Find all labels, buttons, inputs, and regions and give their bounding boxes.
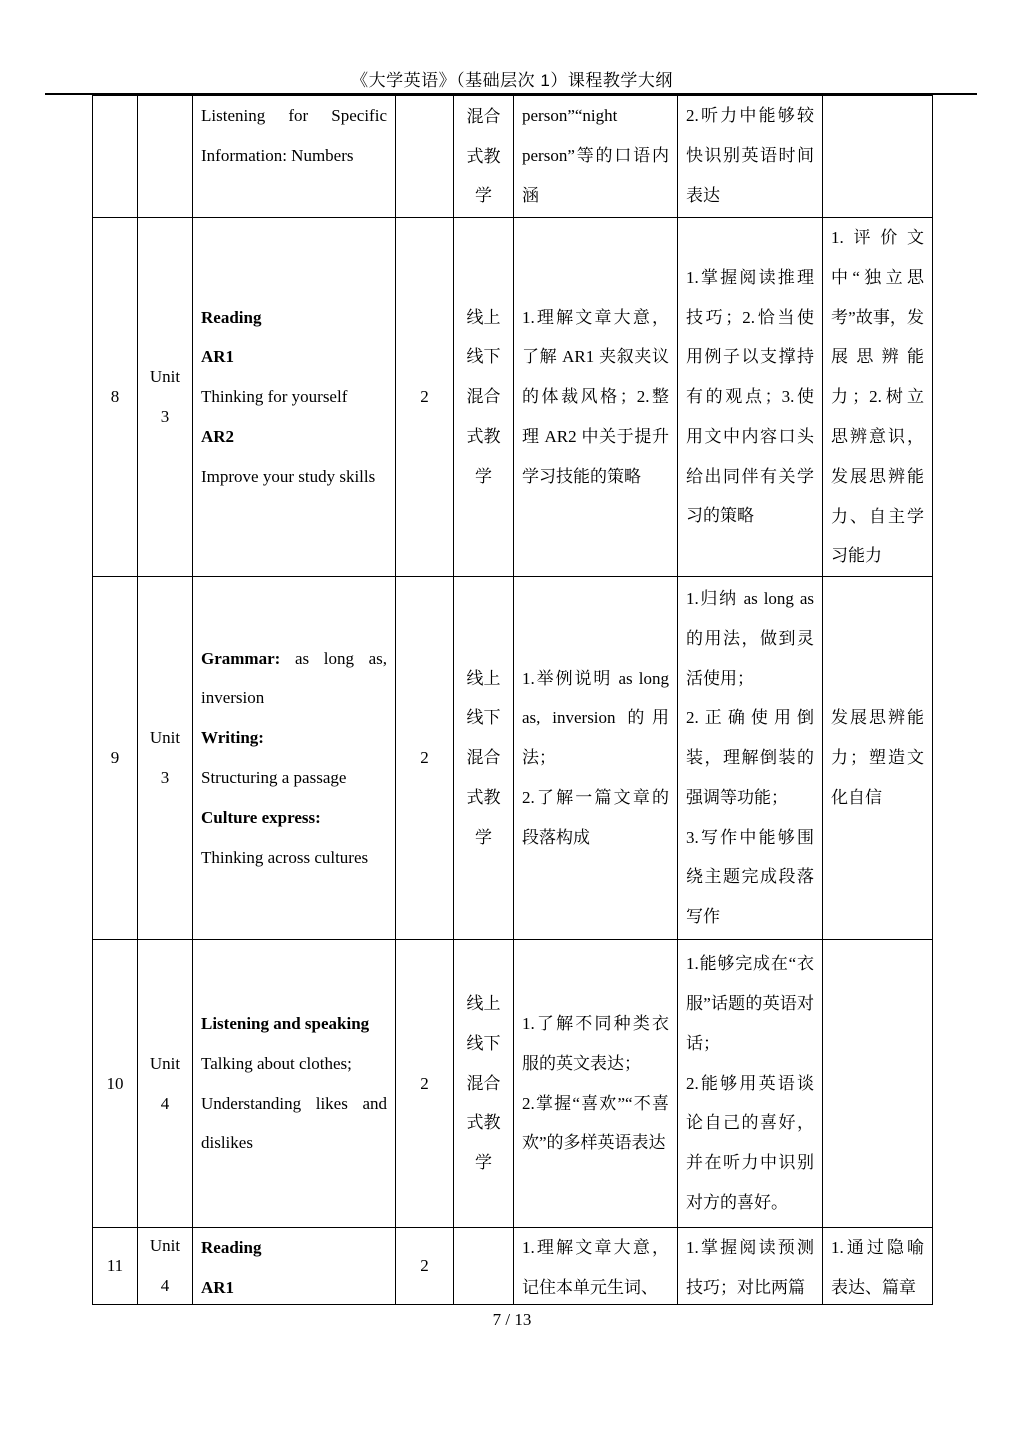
page-title: 《大学英语》（基础层次 1）课程教学大纲 — [351, 71, 673, 90]
hours-cell — [396, 218, 454, 577]
hours-cell — [396, 1228, 454, 1305]
objective-cell-2 — [678, 577, 823, 940]
text-line — [201, 96, 387, 176]
week-cell — [93, 940, 138, 1228]
method-cell — [454, 96, 514, 218]
text-line — [201, 337, 387, 377]
objective-cell-3 — [823, 1228, 933, 1305]
objective-cell-3 — [823, 218, 933, 577]
objective-cell-1 — [514, 940, 678, 1228]
text-line: 2 — [420, 1256, 429, 1276]
text-line: 1.掌握阅读推理技巧；2.恰当使用例子以支撑持有的观点；3.使用文中内容口头给出同伴有关学习的策略 — [686, 267, 814, 526]
text-line: 2.能够用英语谈论自己的喜好，并在听力中识别对方的喜好。 — [686, 1073, 814, 1212]
text-line: 线上线下混合式教学 — [466, 307, 501, 486]
objective-cell-3 — [823, 940, 933, 1228]
objective-cell-1 — [514, 1228, 678, 1305]
text-line: 8 — [110, 387, 120, 407]
text-line — [201, 798, 387, 838]
unit-cell — [138, 218, 193, 577]
unit-cell — [138, 577, 193, 940]
table-row — [93, 940, 933, 1228]
text-run: Improve your study skills — [201, 466, 376, 486]
week-cell — [93, 1228, 138, 1305]
text-line: 1.评价文中“独立思考”故事，发展思辨能力；2.树立思辨意识，发展思辨能力、自主学习能力 — [831, 227, 924, 566]
text-run: Talking about clothes; — [201, 1053, 352, 1073]
text-line: 2.正确使用倒装，理解倒装的强调等功能； — [686, 708, 814, 807]
text-line: 2 — [420, 387, 429, 407]
text-line: 2.了解一篇文章的段落构成 — [522, 787, 669, 847]
text-line — [201, 758, 387, 798]
text-line — [201, 1044, 387, 1084]
text-line: Unit 3 — [149, 367, 181, 426]
text-line: 1.了解不同种类衣服的英文表达； — [522, 1013, 669, 1073]
objective-cell-1 — [514, 577, 678, 940]
objective-cell-1 — [514, 218, 678, 577]
text-line: Unit 3 — [149, 728, 181, 787]
text-line: 发展思辨能力；塑造文化自信 — [831, 708, 924, 807]
text-line: 1.归纳 as long as 的用法，做到灵活使用； — [686, 588, 814, 688]
unit-cell — [138, 96, 193, 218]
text-line: 2 — [420, 748, 429, 768]
text-run: Listening for Specific Information: Numbers — [201, 106, 387, 165]
week-cell — [93, 577, 138, 940]
objective-cell-2 — [678, 940, 823, 1228]
text-line: 线上线下混合式教学 — [466, 668, 501, 847]
text-line — [201, 377, 387, 417]
text-line: 9 — [110, 748, 120, 768]
text-run: Thinking across cultures — [201, 847, 369, 867]
text-line: 2 — [420, 1073, 429, 1093]
method-cell — [454, 1228, 514, 1305]
week-cell — [93, 96, 138, 218]
objective-cell-3 — [823, 96, 933, 218]
text-line — [201, 1268, 387, 1304]
text-line: 1.理解文章大意，了解 AR1 夹叙夹议的体裁风格；2.整理 AR2 中关于提升学习技能的策略 — [522, 307, 669, 486]
bold-text-run: Writing: — [201, 728, 264, 748]
text-line: 2.掌握“喜欢”“不喜欢”的多样英语表达 — [522, 1093, 669, 1153]
text-line — [201, 718, 387, 758]
text-line — [201, 417, 387, 457]
text-line: 线上线下混合式教学 — [466, 994, 501, 1173]
table-row — [93, 218, 933, 577]
bold-text-run: Reading — [201, 1238, 262, 1257]
objective-cell-1 — [514, 96, 678, 218]
content-cell — [193, 940, 396, 1228]
method-cell — [454, 940, 514, 1228]
text-line — [201, 838, 387, 878]
method-cell — [454, 218, 514, 577]
text-line: 1.理解文章大意，记住本单元生词、 — [522, 1238, 669, 1297]
content-cell — [193, 218, 396, 577]
text-line: 1.掌握阅读预测技巧；对比两篇 — [686, 1238, 814, 1297]
syllabus-table — [92, 95, 933, 1305]
text-line: 1.举例说明 as long as, inversion 的用法； — [522, 668, 669, 768]
content-cell — [193, 96, 396, 218]
syllabus-table-body — [93, 96, 933, 1305]
text-line — [201, 1228, 387, 1268]
text-line: 11 — [106, 1256, 124, 1276]
text-line: 10 — [106, 1073, 124, 1093]
text-line — [201, 1084, 387, 1164]
page-number: 7 / 13 — [492, 1310, 532, 1329]
week-cell — [93, 218, 138, 577]
content-cell — [193, 1228, 396, 1305]
text-run: as long as, inversion — [201, 648, 387, 708]
text-line: 1.通过隐喻表达、篇章 — [831, 1238, 924, 1297]
text-run: Understanding likes and dislikes — [201, 1093, 387, 1153]
bold-text-run: AR1 — [201, 347, 235, 367]
text-line: 3.写作中能够围绕主题完成段落写作 — [686, 827, 814, 927]
objective-cell-2 — [678, 218, 823, 577]
objective-cell-2 — [678, 96, 823, 218]
text-line — [201, 457, 387, 497]
bold-text-run: Culture express: — [201, 807, 321, 827]
text-line: 2.听力中能够较快识别英语时间表达 — [686, 106, 814, 205]
text-line: Unit 4 — [149, 1053, 181, 1113]
text-line — [201, 1004, 387, 1044]
bold-text-run: AR2 — [201, 426, 235, 446]
hours-cell — [396, 96, 454, 218]
unit-cell — [138, 1228, 193, 1305]
text-run: Structuring a passage — [201, 768, 347, 787]
content-cell — [193, 577, 396, 940]
text-line — [201, 298, 387, 338]
bold-text-run: AR1 — [201, 1277, 235, 1297]
bold-text-run: Reading — [201, 307, 262, 327]
table-row — [93, 1228, 933, 1305]
text-line: 混合式教学 — [466, 106, 501, 206]
bold-text-run: Listening and speaking — [201, 1013, 370, 1033]
bold-text-run: Grammar: — [201, 648, 281, 668]
method-cell — [454, 577, 514, 940]
table-row — [93, 96, 933, 218]
text-line: 1.能够完成在“衣服”话题的英语对话； — [686, 954, 814, 1053]
text-line: person”“night person”等的口语内涵 — [522, 106, 669, 205]
text-line — [201, 639, 387, 719]
objective-cell-2 — [678, 1228, 823, 1305]
unit-cell — [138, 940, 193, 1228]
text-run: Thinking for yourself — [201, 387, 348, 407]
table-row — [93, 577, 933, 940]
text-line: Unit 4 — [149, 1236, 181, 1295]
hours-cell — [396, 577, 454, 940]
hours-cell — [396, 940, 454, 1228]
objective-cell-3 — [823, 577, 933, 940]
